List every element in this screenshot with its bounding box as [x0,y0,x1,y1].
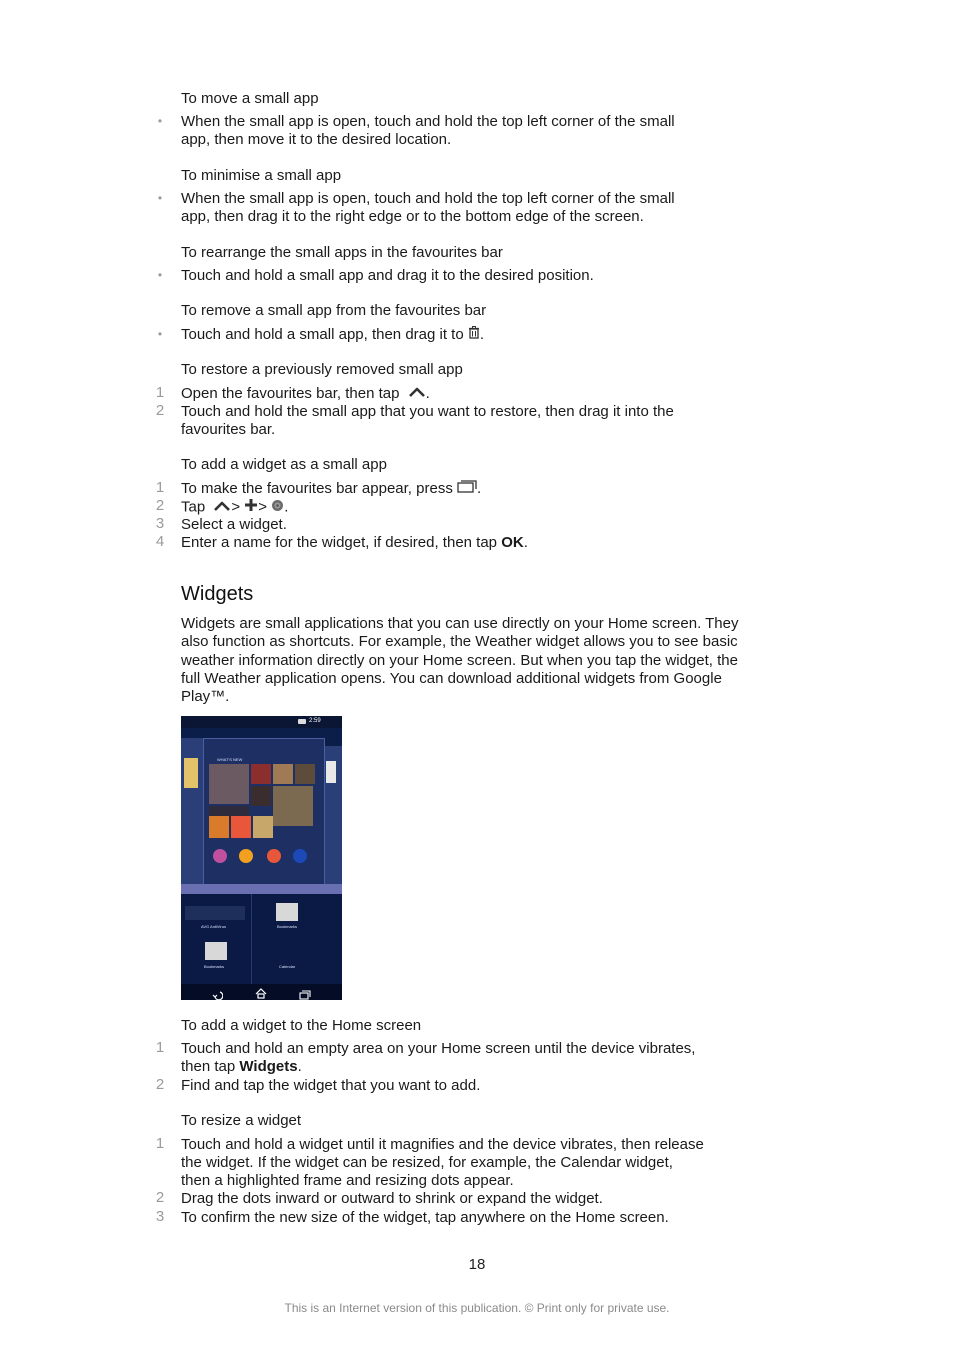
rearrange-line-1: Touch and hold a small app and drag it to the desired position. [181,267,594,284]
restore-step-2-line-1: Touch and hold the small app that you want to restore, then drag it into the [181,403,674,420]
walkman-app-icon [213,849,227,863]
add-widget-step-1-prefix: To make the favourites bar appear, press [181,480,453,497]
chevron-up-icon [408,385,426,403]
move-small-app-heading: To move a small app [181,90,319,107]
bookmarks-widget-preview [205,942,227,960]
plus-icon [244,498,258,517]
resize-step-2: Drag the dots inward or outward to shrink or expand the widget. [181,1190,603,1207]
back-icon [211,987,223,997]
widgets-ui-label: Widgets [239,1058,298,1075]
step-number: 4 [155,533,165,550]
recent-apps-icon [457,480,477,498]
resize-step-1-line-1: Touch and hold a widget until it magnifies and the device vibrates, then release [181,1136,704,1153]
bullet: • [157,191,163,205]
add-home-step-1-suffix: . [297,1058,302,1075]
add-widget-home-heading: To add a widget to the Home screen [181,1017,422,1034]
step-number: 3 [155,515,165,532]
dock-band [181,884,342,894]
add-home-step-1-line-2 [181,1058,302,1076]
widget-label: Calendar [279,964,296,969]
media-tile [209,764,249,804]
step-number: 1 [155,384,165,401]
separator: > [258,498,268,516]
restore-step-1-suffix: . [425,385,430,402]
media-tile [209,816,229,838]
add-widget-step-1-suffix: . [477,480,482,497]
bullet: • [157,268,163,282]
battery-icon [298,719,306,724]
resize-widget-heading: To resize a widget [181,1112,302,1129]
restore-step-2-line-2: favourites bar. [181,421,276,438]
minimise-small-app-line-1: When the small app is open, touch and hold the top left corner of the small [181,190,675,207]
remove-line-suffix: . [479,326,485,343]
widgets-intro-line-1: Widgets are small applications that you can use directly on your Home screen. They [181,615,739,632]
step-number: 1 [155,479,165,496]
add-widget-small-app-heading: To add a widget as a small app [181,456,387,473]
media-tile [251,764,271,784]
step-number: 2 [155,402,165,419]
media-tile [273,786,313,826]
media-tile [251,786,271,806]
add-widget-step-4-suffix: . [523,534,528,551]
left-page-tile [184,758,198,788]
step-number: 2 [155,497,165,514]
remove-line-prefix: Touch and hold a small app, then drag it to [181,326,464,343]
add-home-step-1-line-1: Touch and hold an empty area on your Home screen until the device vibrates, [181,1040,696,1057]
home-screen-screenshot [181,716,342,1000]
widget-label: Bookmarks [204,964,225,969]
resize-step-1-line-3: then a highlighted frame and resizing dots appear. [181,1172,514,1189]
whats-new-label: WHAT'S NEW [217,757,243,762]
album-app-icon [239,849,253,863]
add-widget-step-3: Select a widget. [181,516,287,533]
add-widget-step-4 [181,534,528,552]
restore-step-1 [181,385,430,403]
remove-line [181,326,484,344]
add-widget-step-4-prefix: Enter a name for the widget, if desired, then tap [181,534,498,551]
resize-step-1-line-2: the widget. If the widget can be resized, for example, the Calendar widget, [181,1154,673,1171]
restore-step-1-prefix: Open the favourites bar, then tap [181,385,400,402]
media-tile [295,764,315,784]
widget-label: AVG AntiVirus [201,924,226,929]
trash-icon [468,326,480,344]
restore-heading: To restore a previously removed small app [181,361,463,378]
widgets-section-title: Widgets [181,583,254,605]
separator: > [231,498,241,516]
step-number: 3 [155,1208,165,1225]
step-number: 1 [155,1039,165,1056]
playstation-app-icon [293,849,307,863]
step-number: 2 [155,1189,165,1206]
step-number: 2 [155,1076,165,1093]
widgets-intro-line-3: weather information directly on your Home screen. But when you tap the widget, the [181,652,738,669]
ok-ui-label: OK [501,534,524,551]
move-small-app-line-2: app, then move it to the desired location. [181,131,452,148]
home-icon [255,986,267,997]
bullet: • [157,327,163,341]
avg-widget-preview [185,906,245,920]
move-small-app-line-1: When the small app is open, touch and hold the top left corner of the small [181,113,675,130]
bookmarks-widget-preview [276,903,298,921]
widget-label: Bookmarks [277,924,298,929]
chevron-up-icon [213,499,231,517]
gear-icon [271,499,284,517]
media-tile [273,764,293,784]
bullet: • [157,114,163,128]
add-widget-step-2-suffix: . [284,498,289,516]
step-number: 1 [155,1135,165,1152]
footer-notice: This is an Internet version of this publication. © Print only for private use. [284,1301,670,1315]
right-page-tile [326,761,336,783]
page-number: 18 [468,1256,486,1273]
remove-heading: To remove a small app from the favourites bar [181,302,487,319]
divider [251,894,252,984]
minimise-small-app-line-2: app, then drag it to the right edge or to the bottom edge of the screen. [181,208,644,225]
widgets-intro-line-2: also function as shortcuts. For example, the Weather widget allows you to see basic [181,633,738,650]
page-indicator-dots [241,731,285,735]
widgets-intro-line-5: Play™. [181,688,230,705]
resize-step-3: To confirm the new size of the widget, tap anywhere on the Home screen. [181,1209,669,1226]
add-widget-step-2 [181,498,288,517]
add-widget-step-2-prefix: Tap [181,498,206,516]
widgets-intro-line-4: full Weather application opens. You can download additional widgets from Google [181,670,722,687]
status-time: 2:59 [309,718,321,724]
media-tile [231,816,251,838]
add-widget-step-1 [181,480,481,498]
recent-apps-icon [299,987,311,997]
minimise-small-app-heading: To minimise a small app [181,167,342,184]
movies-app-icon [267,849,281,863]
add-home-step-2: Find and tap the widget that you want to add. [181,1077,481,1094]
media-tile [253,816,273,838]
add-home-step-1-prefix: then tap [181,1058,236,1075]
rearrange-heading: To rearrange the small apps in the favourites bar [181,244,503,261]
